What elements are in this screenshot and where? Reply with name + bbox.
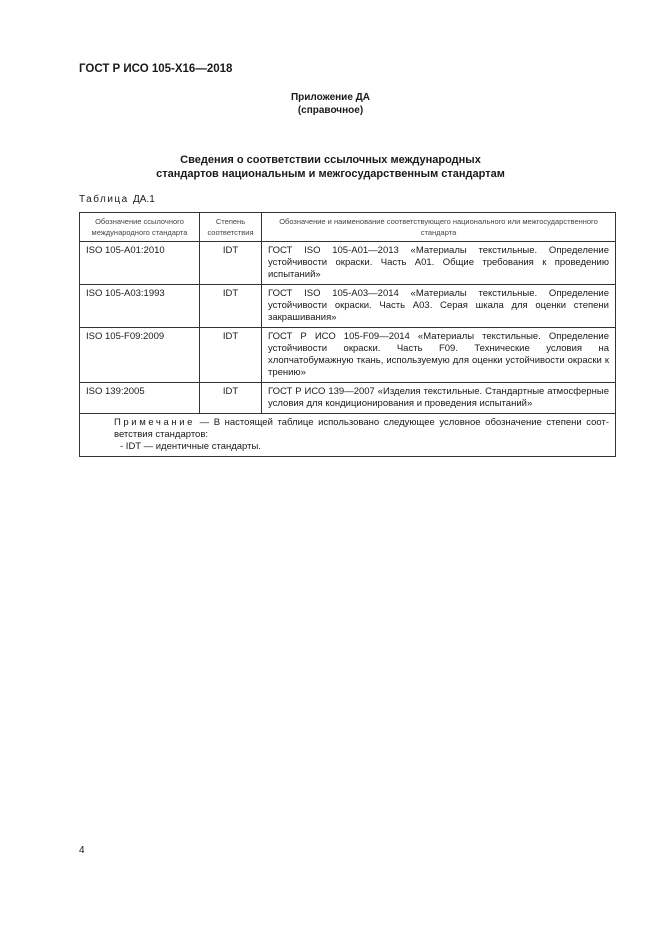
table-number: ДА.1 xyxy=(133,194,155,205)
description-cell: ГОСТ Р ИСО 139—2007 «Изделия текстильные. Стандартные атмосферные условия для кондиционирования и проведения испытаний» xyxy=(262,383,616,414)
description-cell: ГОСТ Р ИСО 105-F09—2014 «Материалы текстильные. Определение устойчивости окраски. Часть F09. Технические условия на хлопчатобумажную ткань, используемую для оценки устойчивости окраски к трению» xyxy=(262,328,616,383)
table-row xyxy=(80,285,616,328)
note-item: - IDT — идентичные стандарты. xyxy=(120,441,261,452)
annex-title: Приложение ДА xyxy=(290,92,371,103)
table-row xyxy=(80,383,616,414)
reference-cell: ISO 105-F09:2009 xyxy=(80,328,200,383)
reference-cell: ISO 139:2005 xyxy=(80,383,200,414)
section-title-line2: стандартов национальным и межгосударственным стандартам xyxy=(156,168,505,180)
degree-cell: IDT xyxy=(200,285,262,328)
correspondence-table xyxy=(79,212,616,457)
table-label xyxy=(79,194,155,205)
degree-cell: IDT xyxy=(200,383,262,414)
header-reference: Обозначение ссылочного международного стандарта xyxy=(80,213,200,242)
table-note xyxy=(80,414,616,457)
header-national-standard: Обозначение и наименование соответствующего национального или межгосударственного стандарта xyxy=(262,213,616,242)
header-degree: Степень соответствия xyxy=(200,213,262,242)
degree-cell: IDT xyxy=(200,328,262,383)
table-header-row xyxy=(80,213,616,242)
note-label: Примечание xyxy=(114,417,195,428)
annex-subtitle: (справочное) xyxy=(297,105,364,116)
table-note-row xyxy=(80,414,616,457)
section-title-line1: Сведения о соответствии ссылочных международных xyxy=(180,154,481,166)
table-row xyxy=(80,328,616,383)
reference-cell: ISO 105-A03:1993 xyxy=(80,285,200,328)
note-text: — В настоящей таблице использовано следующее условное обозначение степени соответствия стандартов: xyxy=(114,417,610,440)
note-lead xyxy=(86,417,609,441)
reference-cell: ISO 105-A01:2010 xyxy=(80,242,200,285)
document-code: ГОСТ Р ИСО 105-X16—2018 xyxy=(79,63,233,75)
description-cell: ГОСТ ISO 105-A03—2014 «Материалы текстильные. Определение устойчивости окраски. Часть A03. Серая шкала для оценки степени закрашивания» xyxy=(262,285,616,328)
description-cell: ГОСТ ISO 105-A01—2013 «Материалы текстильные. Определение устойчивости окраски. Часть A01. Общие требования к проведению испытаний» xyxy=(262,242,616,285)
degree-cell: IDT xyxy=(200,242,262,285)
table-row xyxy=(80,242,616,285)
page-number: 4 xyxy=(79,845,85,856)
table-label-word: Таблица xyxy=(79,194,129,205)
